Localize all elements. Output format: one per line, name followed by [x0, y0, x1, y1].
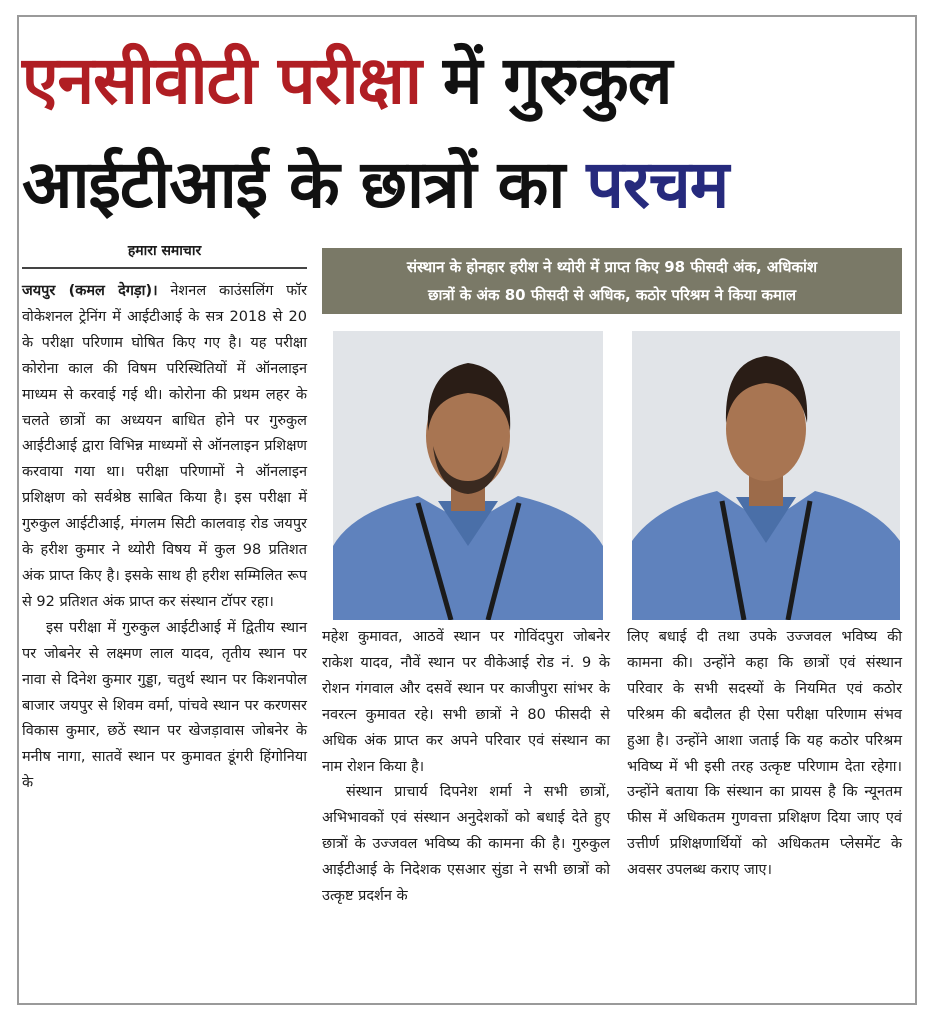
headline-black-part: आईटीआई के छात्रों का	[22, 146, 587, 223]
article-paragraph	[22, 279, 307, 616]
headline-line-2	[22, 146, 913, 223]
paragraph-text: नेशनल काउंसलिंग फॉर वोकेशनल ट्रेनिंग में आईटीआई के सत्र 2018 से 20 के परीक्षा परिणाम घोषित किए गए है। यह परीक्षा कोरोना काल की विषम परिस्थितियों में ऑनलाइन माध्यम से करवाई गई थी। कोरोना की प्रथम लहर के चलते छात्रों का अध्ययन बाधित होने पर गुरुकुल आईटीआई द्वारा विभिन्न माध्यमों से ऑनलाइन प्रशिक्षण करवाया गया था। परीक्षा परिणामों ने ऑनलाइन प्रशिक्षण को सर्वश्रेष्ठ साबित किया है। इस परीक्षा में गुरुकुल आईटीआई, मंगलम सिटी कालवाड़ रोड जयपुर के हरीश कुमार ने थ्योरी विषय में कुल 98 प्रतिशत अंक प्राप्त किए है। इसके साथ ही हरीश सम्मिलित रूप से 92 प्रतिशत अंक प्राप्त कर संस्थान टॉपर रहा।	[22, 283, 307, 610]
student-photo-2	[632, 331, 900, 620]
banner-line-2: छात्रों के अंक 80 फीसदी से अधिक, कठोर परिश्रम ने किया कमाल	[428, 286, 796, 304]
byline: हमारा समाचार	[22, 241, 307, 269]
portrait-image	[333, 331, 603, 620]
article-column-3	[627, 625, 902, 884]
article-paragraph: संस्थान प्राचार्य दिपनेश शर्मा ने सभी छात्रों, अभिभावकों एवं संस्थान अनुदेशकों को बधाई देते हुए छात्रों के उज्जवल भविष्य की कामना की है। गुरुकुल आईटीआई के निदेशक एसआर सुंडा ने सभी छात्रों को उत्कृष्ट प्रदर्शन के	[322, 784, 610, 905]
headline-black-part: में गुरुकुल	[420, 42, 672, 119]
article-paragraph: लिए बधाई दी तथा उपके उज्जवल भविष्य की कामना की। उन्होंने कहा कि छात्रों एवं संस्थान परिवार के सभी सदस्यों के नियमित एवं कठोर परिश्रम की बदौलत ही ऐसा परीक्षा परिणाम संभव हुआ है। उन्होंने आशा जताई कि यह कठोर परिश्रम भविष्य में भी इसी तरह उत्कृष्ट परिणाम देता रहेगा। उन्होंने बताया कि संस्थान का प्रायस है कि न्यूनतम फीस में अधिकतम गुणवत्ता प्रशिक्षण दिया जाए एवं उत्तीर्ण प्रशिक्षणार्थियों को अधिकतम प्लेसमेंट के अवसर उपलब्ध कराए जाए।	[627, 629, 902, 879]
article-paragraph: इस परीक्षा में गुरुकुल आईटीआई में द्वितीय स्थान पर जोबनेर से लक्ष्मण लाल यादव, तृतीय स्थान पर नावा से दिनेश कुमार गुड्डा, चतुर्थ स्थान पर किशनपोल बाजार जयपुर से शिवम वर्मा, पांचवे स्थान पर करणसर विकास कुमार, छठें स्थान पर खेजड़ावास जोबनेर के मनीष नागा, सातवें स्थान पर कुमावत डूंगरी हिंगोनिया के	[22, 619, 307, 792]
headline-red-part: एनसीवीटी परीक्षा	[22, 42, 421, 119]
dateline: जयपुर (कमल देगड़ा)।	[22, 283, 158, 299]
portrait-image	[632, 331, 900, 620]
banner-line-1: संस्थान के होनहार हरीश ने थ्योरी में प्राप्त किए 98 फीसदी अंक, अधिकांश	[406, 258, 818, 276]
article-paragraph: महेश कुमावत, आठवें स्थान पर गोविंदपुरा जोबनेर राकेश यादव, नौवें स्थान पर वीकेआई रोड नं. 9 के रोशन गंगवाल और दसवें स्थान पर काजीपुरा सांभर के नवरत्न कुमावत रहे। सभी छात्रों ने 80 फीसदी से अधिक अंक प्राप्त कर अपने परिवार एवं संस्थान का नाम रोशन किया है।	[322, 629, 610, 775]
student-photo-1	[333, 331, 603, 620]
subheadline-banner	[322, 248, 902, 314]
article-column-1	[22, 279, 307, 797]
headline-blue-part: परचम	[586, 146, 729, 223]
article-column-2	[322, 625, 610, 910]
headline-line-1	[22, 42, 913, 119]
